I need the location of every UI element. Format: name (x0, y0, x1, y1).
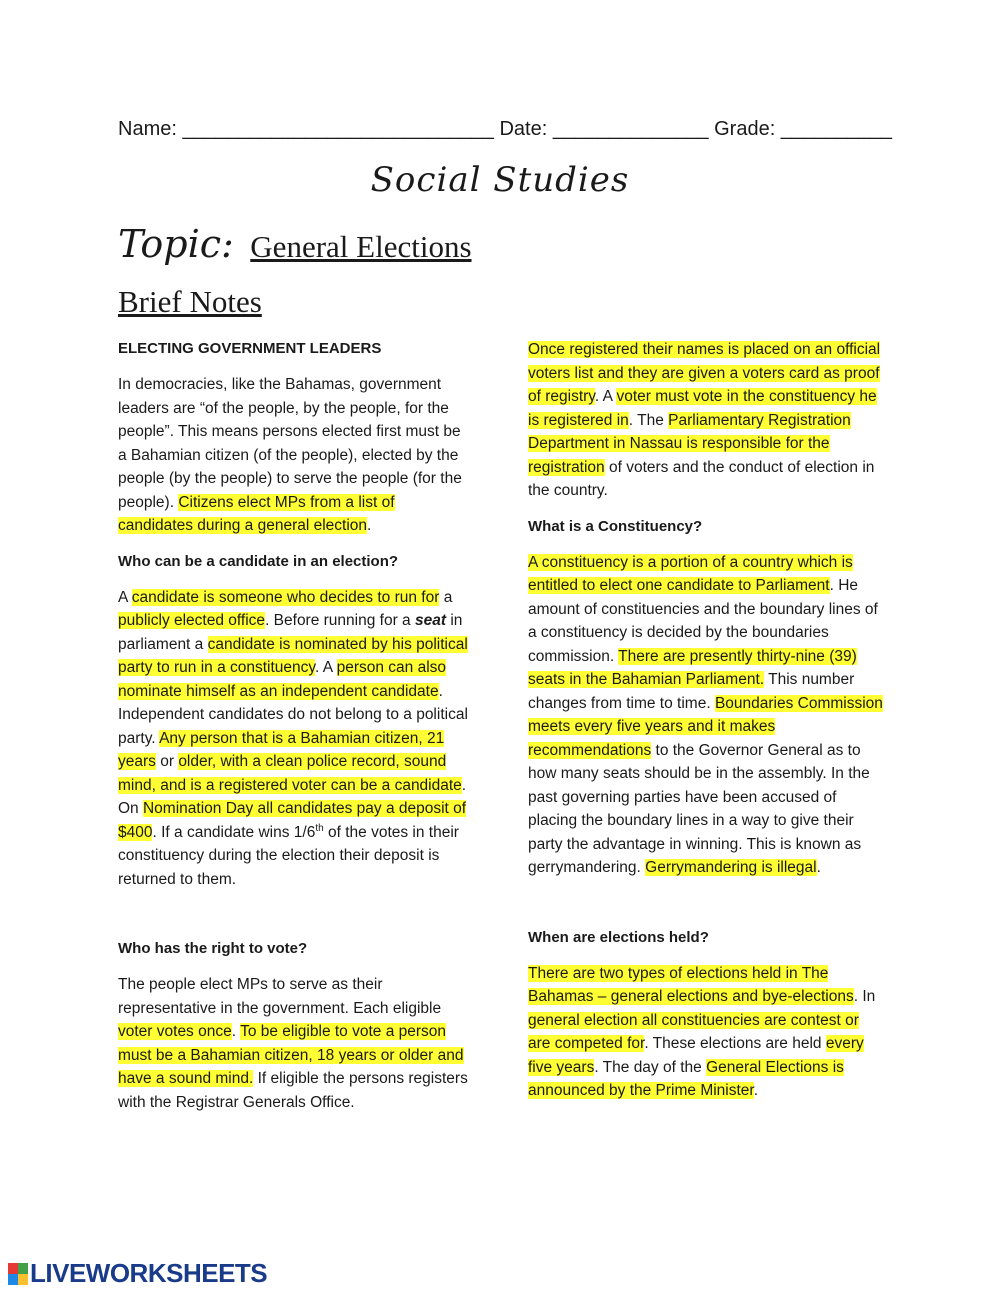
heading-constituency: What is a Constituency? (528, 517, 703, 535)
paragraph-candidate: A candidate is someone who decides to run for a publicly elected office. Before running for a seat in parliament a candidate is nominated by his political party to run in a constituency. A person can also nominate himself as an independent candidate. Independent candidates do not belong to a political party. Any person that is a Bahamian citizen, 21 years or older, with a clean police record, sound mind, and is a registered voter can be a candidate. On Nomination Day all candidates pay a deposit of $400. If a candidate wins 1/6th of the votes in their constituency during the election their deposit is returned to them. (118, 588, 468, 888)
right-column (528, 338, 884, 1116)
heading-electing-leaders: ELECTING GOVERNMENT LEADERS (118, 340, 382, 357)
logo-mark-icon (8, 1263, 28, 1285)
paragraph-right-to-vote: The people elect MPs to serve as their representative in the government. Each eligible voter votes once. To be eligible to vote a person must be a Bahamian citizen, 18 years or older and have a sound mind. If eligible the persons registers with the Registrar Generals Office. (118, 976, 468, 1111)
topic-value: General Elections (250, 229, 472, 264)
left-column (118, 338, 470, 1127)
paragraph-when-elections: There are two types of elections held in The Bahamas – general elections and bye-elections. In general election all constituencies are contest or are competed for. These elections are held every five years. The day of the General Elections is announced by the Prime Minister. (528, 964, 876, 1099)
heading-who-can-be-candidate: Who can be a candidate in an election? (118, 552, 399, 570)
logo-text: LIVEWORKSHEETS (30, 1258, 268, 1288)
heading-right-to-vote: Who has the right to vote? (118, 940, 308, 957)
notes-title: Brief Notes (118, 284, 262, 319)
paragraph-democracies: In democracies, like the Bahamas, government leaders are “of the people, by the people, for the people”. This means persons elected first must be a Bahamian citizen (of the people), elected by the people (by the people) to serve the people (for the people). Citizens elect MPs from a list of candidates during a general election. (118, 376, 462, 534)
student-info-line: Name: ____________________________ Date: ______________ Grade: __________ (118, 118, 893, 140)
topic-row (118, 222, 472, 266)
liveworksheets-logo[interactable] (8, 1258, 267, 1289)
topic-label: Topic: (118, 222, 234, 266)
paragraph-constituency: A constituency is a portion of a country which is entitled to elect one candidate to Parliament. He amount of constituencies and the boundary lines of a constituency is decided by the boundaries commission. There are presently thirty-nine (39) seats in the Bahamian Parliament. This number changes from time to time. Boundaries Commission meets every five years and it makes recommendations to the Governor General as to how many seats should be in the assembly. In the past governing parties have been accused of placing the boundary lines in a way to give their party the advantage in winning. This is known as gerrymandering. Gerrymandering is illegal. (528, 553, 883, 876)
paragraph-registration: Once registered their names is placed on an official voters list and they are given a voters card as proof of registry. A voter must vote in the constituency he is registered in. The Parliamentary Registration Department in Nassau is responsible for the registration of voters and the conduct of election in the country. (528, 341, 881, 499)
heading-when-elections: When are elections held? (528, 928, 709, 946)
subject-title: Social Studies (370, 160, 630, 200)
